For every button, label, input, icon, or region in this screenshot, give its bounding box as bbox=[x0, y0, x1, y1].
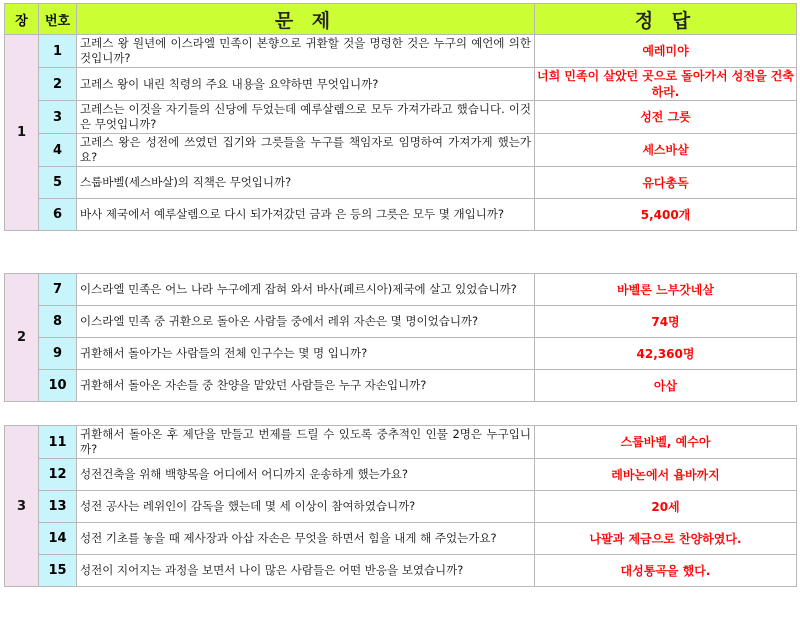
answer-text: 세스바살 bbox=[535, 134, 797, 167]
answer-text: 아삽 bbox=[535, 370, 797, 402]
question-text: 귀환해서 돌아가는 사람들의 전체 인구수는 몇 명 입니까? bbox=[77, 338, 535, 370]
table-row bbox=[5, 370, 797, 402]
table-row bbox=[5, 134, 797, 167]
question-text: 고레스 왕 원년에 이스라엘 민족이 본향으로 귀환할 것을 명령한 것은 누구의 예언에 의한 것입니까? bbox=[77, 35, 535, 68]
answer-text: 나팔과 제금으로 찬양하였다. bbox=[535, 523, 797, 555]
table-row bbox=[5, 459, 797, 491]
question-number: 8 bbox=[39, 306, 77, 338]
table-row bbox=[5, 35, 797, 68]
answer-text: 성전 그릇 bbox=[535, 101, 797, 134]
answer-text: 스룹바벨, 예수아 bbox=[535, 426, 797, 459]
question-text: 고레스는 이것을 자기들의 신당에 두었는데 예루살렘으로 모두 가져가라고 했습니다. 이것은 무엇입니까? bbox=[77, 101, 535, 134]
question-number: 4 bbox=[39, 134, 77, 167]
question-number: 10 bbox=[39, 370, 77, 402]
table-row bbox=[5, 274, 797, 306]
question-text: 이스라엘 민족 중 귀환으로 돌아온 사람들 중에서 레위 자손은 몇 명이었습니까? bbox=[77, 306, 535, 338]
table-row bbox=[5, 338, 797, 370]
header-number: 번호 bbox=[39, 4, 77, 35]
question-number: 11 bbox=[39, 426, 77, 459]
question-number: 5 bbox=[39, 167, 77, 199]
table-row bbox=[5, 167, 797, 199]
answer-text: 유다총독 bbox=[535, 167, 797, 199]
header-question: 문 제 bbox=[77, 4, 535, 35]
table-row bbox=[5, 101, 797, 134]
question-number: 14 bbox=[39, 523, 77, 555]
question-text: 성전건축을 위해 백향목을 어디에서 어디까지 운송하게 했는가요? bbox=[77, 459, 535, 491]
question-text: 성전이 지어지는 과정을 보면서 나이 많은 사람들은 어떤 반응을 보였습니까? bbox=[77, 555, 535, 587]
question-number: 6 bbox=[39, 199, 77, 231]
answer-text: 5,400개 bbox=[535, 199, 797, 231]
question-number: 9 bbox=[39, 338, 77, 370]
quiz-table-group-2 bbox=[4, 273, 797, 402]
question-text: 고레스 왕은 성전에 쓰였던 집기와 그릇들을 누구를 책임자로 임명하여 가져가게 했는가요? bbox=[77, 134, 535, 167]
question-text: 성전 공사는 레위인이 감독을 했는데 몇 세 이상이 참여하였습니까? bbox=[77, 491, 535, 523]
question-text: 성전 기초를 놓을 때 제사장과 아삽 자손은 무엇을 하면서 힘을 내게 해 주었는가요? bbox=[77, 523, 535, 555]
question-number: 7 bbox=[39, 274, 77, 306]
question-text: 고레스 왕이 내린 칙령의 주요 내용을 요약하면 무엇입니까? bbox=[77, 68, 535, 101]
table-row bbox=[5, 555, 797, 587]
question-text: 스룹바벨(세스바살)의 직책은 무엇입니까? bbox=[77, 167, 535, 199]
quiz-table-group-1 bbox=[4, 3, 797, 231]
table-row bbox=[5, 523, 797, 555]
question-number: 3 bbox=[39, 101, 77, 134]
quiz-table-group-3 bbox=[4, 425, 797, 587]
question-text: 귀환해서 돌아온 후 제단을 만들고 번제를 드릴 수 있도록 중추적인 인물 2명은 누구입니까? bbox=[77, 426, 535, 459]
question-number: 13 bbox=[39, 491, 77, 523]
answer-text: 예레미야 bbox=[535, 35, 797, 68]
chapter-cell: 1 bbox=[5, 35, 39, 231]
chapter-cell: 2 bbox=[5, 274, 39, 402]
answer-text: 바벨론 느부갓네살 bbox=[535, 274, 797, 306]
answer-text: 대성통곡을 했다. bbox=[535, 555, 797, 587]
header-answer: 정 답 bbox=[535, 4, 797, 35]
answer-text: 74명 bbox=[535, 306, 797, 338]
table-header bbox=[5, 4, 797, 35]
question-text: 귀환해서 돌아온 자손들 중 찬양을 맡았던 사람들은 누구 자손입니까? bbox=[77, 370, 535, 402]
answer-text: 42,360명 bbox=[535, 338, 797, 370]
question-text: 바사 제국에서 예루살렘으로 다시 되가져갔던 금과 은 등의 그릇은 모두 몇 개입니까? bbox=[77, 199, 535, 231]
answer-text: 레바논에서 욥바까지 bbox=[535, 459, 797, 491]
table-row bbox=[5, 491, 797, 523]
table-row bbox=[5, 426, 797, 459]
answer-text: 20세 bbox=[535, 491, 797, 523]
question-number: 15 bbox=[39, 555, 77, 587]
question-number: 12 bbox=[39, 459, 77, 491]
question-text: 이스라엘 민족은 어느 나라 누구에게 잡혀 와서 바사(페르시아)제국에 살고 있었습니까? bbox=[77, 274, 535, 306]
question-number: 1 bbox=[39, 35, 77, 68]
table-row bbox=[5, 68, 797, 101]
table-row bbox=[5, 306, 797, 338]
table-row bbox=[5, 199, 797, 231]
header-chapter: 장 bbox=[5, 4, 39, 35]
chapter-cell: 3 bbox=[5, 426, 39, 587]
question-number: 2 bbox=[39, 68, 77, 101]
answer-text: 너희 민족이 살았던 곳으로 돌아가서 성전을 건축하라. bbox=[535, 68, 797, 101]
